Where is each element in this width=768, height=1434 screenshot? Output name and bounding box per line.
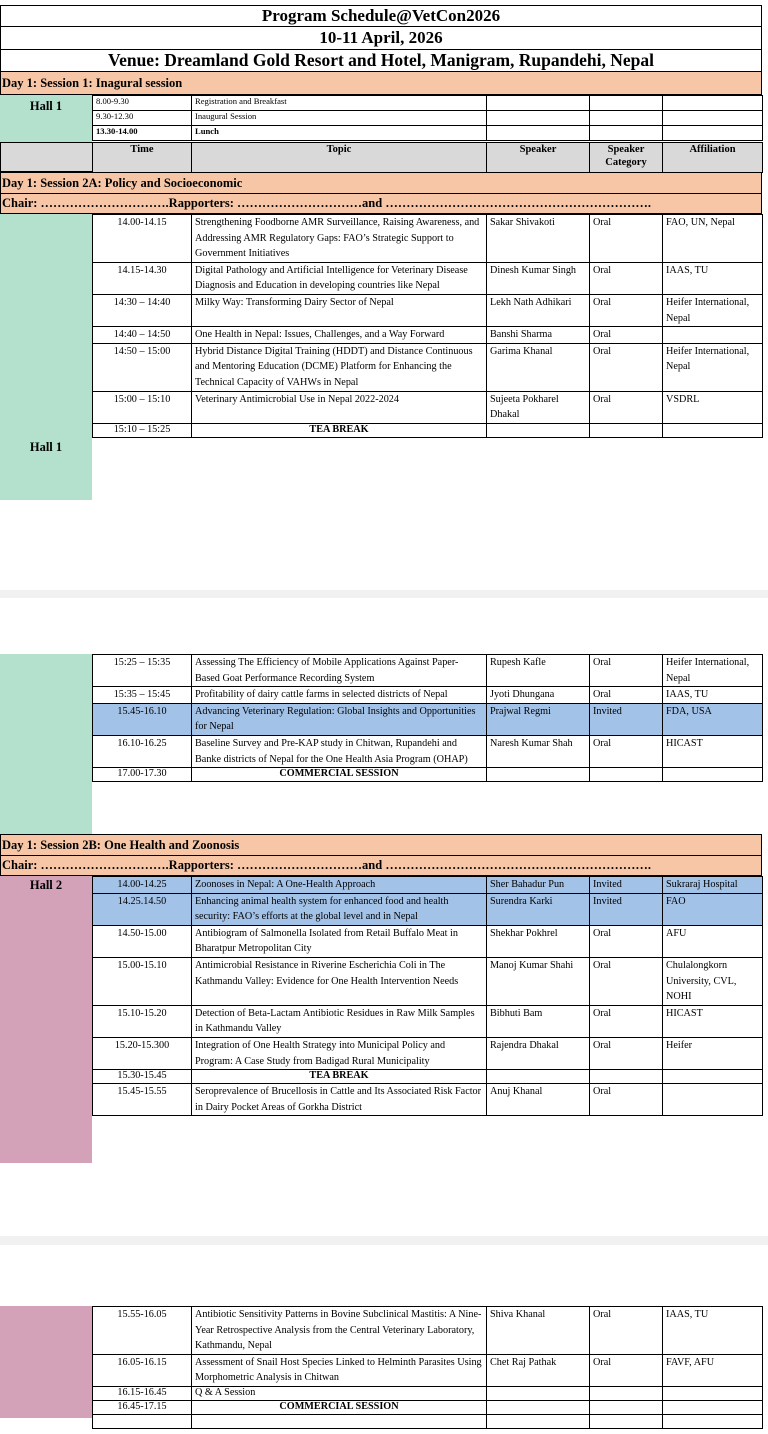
topic-cell: Antimicrobial Resistance in Riverine Escherichia Coli in The Kathmandu Valley: Evidence for One Health Intervention Needs [192, 957, 487, 1005]
category-cell: Oral [590, 1005, 663, 1037]
affiliation-cell: Sukraraj Hospital [663, 877, 763, 894]
topic-cell: Hybrid Distance Digital Training (HDDT) and Distance Continuous and Mentoring Education (DCME) Platform for Enhancing the Technical Capacity of VAHWs in Nepal [192, 343, 487, 391]
category-cell: Oral [590, 215, 663, 263]
speaker-cell: Anuj Khanal [487, 1084, 590, 1116]
table-row [93, 1037, 763, 1069]
topic-cell: Inaugural Session [192, 111, 487, 126]
speaker-cell: Prajwal Regmi [487, 703, 590, 735]
table-row [93, 703, 763, 735]
category-cell: Oral [590, 1354, 663, 1386]
affiliation-cell: HICAST [663, 735, 763, 767]
topic-cell: Antibiogram of Salmonella Isolated from Retail Buffalo Meat in Bharatpur Metropolitan City [192, 925, 487, 957]
topic-cell: One Health in Nepal: Issues, Challenges, and a Way Forward [192, 327, 487, 344]
topic-cell: Lunch [192, 126, 487, 141]
affiliation-cell: HICAST [663, 1005, 763, 1037]
time-cell: 15.55-16.05 [93, 1307, 192, 1355]
affiliation-cell: FAO [663, 893, 763, 925]
speaker-cell: Shiva Khanal [487, 1307, 590, 1355]
time-cell: 14.00-14.25 [93, 877, 192, 894]
topic-cell: Digital Pathology and Artificial Intelligence for Veterinary Disease Diagnosis and Education in developing countries like Nepal [192, 262, 487, 294]
topic-cell: Seroprevalence of Brucellosis in Cattle and Its Associated Risk Factor in Dairy Pocket Areas of Gorkha District [192, 1084, 487, 1116]
program-dates: 10-11 April, 2026 [0, 27, 762, 50]
category-cell: Oral [590, 294, 663, 326]
time-cell: 15:25 – 15:35 [93, 655, 192, 687]
speaker-cell: Manoj Kumar Shahi [487, 957, 590, 1005]
time-cell: 16.45-17.15 [93, 1400, 192, 1414]
category-cell: Invited [590, 893, 663, 925]
break-row [93, 423, 763, 437]
break-label: TEA BREAK [192, 423, 487, 437]
column-header-table [92, 142, 763, 173]
category-cell: Oral [590, 925, 663, 957]
time-cell: 14.25.14.50 [93, 893, 192, 925]
table-row [93, 1354, 763, 1386]
table-row [93, 1084, 763, 1116]
session-1-heading: Day 1: Session 1: Inagural session [0, 72, 762, 95]
topic-cell: Baseline Survey and Pre-KAP study in Chitwan, Rupandehi and Banke districts of Nepal for the One Health Asia Program (OHAP) [192, 735, 487, 767]
speaker-cell: Garima Khanal [487, 343, 590, 391]
table-row [93, 343, 763, 391]
affiliation-cell: FAO, UN, Nepal [663, 215, 763, 263]
session-2b-heading: Day 1: Session 2B: One Health and Zoonosis [0, 834, 762, 856]
column-header-row [93, 143, 763, 173]
hall-continuation [0, 654, 92, 834]
category-cell: Oral [590, 957, 663, 1005]
category-cell: Oral [590, 655, 663, 687]
table-row [93, 893, 763, 925]
affiliation-cell: Heifer [663, 1037, 763, 1069]
affiliation-cell [663, 327, 763, 344]
col-topic: Topic [192, 143, 487, 173]
time-cell: 16.05-16.15 [93, 1354, 192, 1386]
time-cell: 15.10-15.20 [93, 1005, 192, 1037]
affiliation-cell: Heifer International, Nepal [663, 343, 763, 391]
affiliation-cell: IAAS, TU [663, 1307, 763, 1355]
table-row [93, 111, 763, 126]
topic-cell: Assessing The Efficiency of Mobile Applications Against Paper-Based Goat Performance Recording System [192, 655, 487, 687]
speaker-cell: Naresh Kumar Shah [487, 735, 590, 767]
table-row [93, 655, 763, 687]
speaker-cell: Sakar Shivakoti [487, 215, 590, 263]
speaker-cell: Surendra Karki [487, 893, 590, 925]
time-cell: 16.10-16.25 [93, 735, 192, 767]
session-2a-table [92, 214, 763, 438]
affiliation-cell: IAAS, TU [663, 687, 763, 704]
table-row [93, 96, 763, 111]
speaker-cell: Rajendra Dhakal [487, 1037, 590, 1069]
session-2b-cont-table [92, 1306, 763, 1429]
category-cell: Oral [590, 343, 663, 391]
qa-row [93, 1386, 763, 1400]
category-cell: Oral [590, 735, 663, 767]
speaker-cell: Jyoti Dhungana [487, 687, 590, 704]
time-cell: 14:50 – 15:00 [93, 343, 192, 391]
speaker-cell: Chet Raj Pathak [487, 1354, 590, 1386]
time-cell: 15:10 – 15:25 [93, 423, 192, 437]
col-speaker: Speaker [487, 143, 590, 173]
speaker-cell: Bibhuti Bam [487, 1005, 590, 1037]
time-cell: 9.30-12.30 [93, 111, 192, 126]
table-row [93, 687, 763, 704]
speaker-cell: Shekhar Pokhrel [487, 925, 590, 957]
commercial-label: COMMERCIAL SESSION [192, 1400, 487, 1414]
hall-label: Hall 2 [0, 876, 92, 1163]
category-cell: Oral [590, 1307, 663, 1355]
table-row [93, 262, 763, 294]
time-cell: 14.50-15.00 [93, 925, 192, 957]
affiliation-cell: AFU [663, 925, 763, 957]
hall-label: Hall 1 [0, 214, 92, 500]
affiliation-cell: Chulalongkorn University, CVL, NOHI [663, 957, 763, 1005]
time-cell: 8.00-9.30 [93, 96, 192, 111]
affiliation-cell [663, 1084, 763, 1116]
break-label: TEA BREAK [192, 1070, 487, 1084]
affiliation-cell: VSDRL [663, 391, 763, 423]
commercial-row [93, 768, 763, 782]
time-cell: 15:00 – 15:10 [93, 391, 192, 423]
hall-label: Hall 1 [0, 95, 92, 142]
session-1-table [92, 95, 763, 141]
topic-cell: Assessment of Snail Host Species Linked to Helminth Parasites Using Morphometric Analysis in Chitwan [192, 1354, 487, 1386]
table-row [93, 877, 763, 894]
category-cell: Oral [590, 1084, 663, 1116]
topic-cell: Enhancing animal health system for enhanced food and health security: FAO’s efforts at the global level and in Nepal [192, 893, 487, 925]
col-time: Time [93, 143, 192, 173]
affiliation-cell: FAVF, AFU [663, 1354, 763, 1386]
time-cell: 15:35 – 15:45 [93, 687, 192, 704]
speaker-cell: Rupesh Kafle [487, 655, 590, 687]
topic-cell: Registration and Breakfast [192, 96, 487, 111]
affiliation-cell: Heifer International, Nepal [663, 294, 763, 326]
time-cell: 13.30-14.00 [93, 126, 192, 141]
speaker-cell: Sher Bahadur Pun [487, 877, 590, 894]
table-row [93, 126, 763, 141]
topic-cell: Strengthening Foodborne AMR Surveillance, Raising Awareness, and Addressing AMR Regulatory Gaps: FAO’s Strategic Support to Government Initiatives [192, 215, 487, 263]
time-cell: 14:30 – 14:40 [93, 294, 192, 326]
program-venue: Venue: Dreamland Gold Resort and Hotel, Manigram, Rupandehi, Nepal [0, 50, 762, 72]
table-row [93, 215, 763, 263]
page-gap [0, 590, 768, 598]
time-cell: 16.15-16.45 [93, 1386, 192, 1400]
affiliation-cell: FDA, USA [663, 703, 763, 735]
topic-cell: Advancing Veterinary Regulation: Global Insights and Opportunities for Nepal [192, 703, 487, 735]
program-title: Program Schedule@VetCon2026 [0, 5, 762, 27]
table-row [93, 391, 763, 423]
time-cell: 15.00-15.10 [93, 957, 192, 1005]
affiliation-cell: IAAS, TU [663, 262, 763, 294]
table-row [93, 735, 763, 767]
commercial-row [93, 1400, 763, 1414]
category-cell: Oral [590, 687, 663, 704]
commercial-label: COMMERCIAL SESSION [192, 768, 487, 782]
time-cell: 15.45-15.55 [93, 1084, 192, 1116]
topic-cell: Integration of One Health Strategy into Municipal Policy and Program: A Case Study from Badigad Rural Municipality [192, 1037, 487, 1069]
table-row [93, 1307, 763, 1355]
empty-row [93, 1414, 763, 1428]
col-affiliation: Affiliation [663, 143, 763, 173]
table-row [93, 327, 763, 344]
topic-cell: Milky Way: Transforming Dairy Sector of Nepal [192, 294, 487, 326]
session-2a-heading: Day 1: Session 2A: Policy and Socioeconomic [0, 172, 762, 194]
topic-cell: Detection of Beta-Lactam Antibiotic Residues in Raw Milk Samples in Kathmandu Valley [192, 1005, 487, 1037]
hall-continuation [0, 1306, 92, 1418]
table-row [93, 294, 763, 326]
col-category: Speaker Category [590, 143, 663, 173]
table-row [93, 957, 763, 1005]
time-cell: 15.30-15.45 [93, 1070, 192, 1084]
time-cell: 15.45-16.10 [93, 703, 192, 735]
category-cell: Oral [590, 327, 663, 344]
session-2b-table [92, 876, 763, 1116]
time-cell: 14.00-14.15 [93, 215, 192, 263]
time-cell: 15.20-15.300 [93, 1037, 192, 1069]
speaker-cell: Lekh Nath Adhikari [487, 294, 590, 326]
session-2a-cont-table [92, 654, 763, 782]
session-2b-chair: Chair: ………………………….Rapporters: …………………………and ………………………………………………………. [0, 856, 762, 876]
table-row [93, 1005, 763, 1037]
page-gap [0, 1236, 768, 1245]
speaker-cell: Dinesh Kumar Singh [487, 262, 590, 294]
topic-cell: Antibiotic Sensitivity Patterns in Bovine Subclinical Mastitis: A Nine-Year Retrospective Analysis from the Central Veterinary Laboratory, Kathmandu, Nepal [192, 1307, 487, 1355]
category-cell: Invited [590, 877, 663, 894]
session-2a-chair: Chair: ………………………….Rapporters: …………………………and ………………………………………………………. [0, 194, 762, 214]
category-cell: Oral [590, 262, 663, 294]
topic-cell: Zoonoses in Nepal: A One-Health Approach [192, 877, 487, 894]
category-cell: Invited [590, 703, 663, 735]
time-cell: 14.15-14.30 [93, 262, 192, 294]
affiliation-cell: Heifer International, Nepal [663, 655, 763, 687]
time-cell: 17.00-17.30 [93, 768, 192, 782]
topic-cell: Veterinary Antimicrobial Use in Nepal 2022-2024 [192, 391, 487, 423]
category-cell: Oral [590, 391, 663, 423]
table-row [93, 925, 763, 957]
qa-label: Q & A Session [192, 1386, 487, 1400]
time-cell: 14:40 – 14:50 [93, 327, 192, 344]
speaker-cell: Sujeeta Pokharel Dhakal [487, 391, 590, 423]
category-cell: Oral [590, 1037, 663, 1069]
break-row [93, 1070, 763, 1084]
speaker-cell: Banshi Sharma [487, 327, 590, 344]
topic-cell: Profitability of dairy cattle farms in selected districts of Nepal [192, 687, 487, 704]
header-row-spacer [0, 142, 92, 172]
